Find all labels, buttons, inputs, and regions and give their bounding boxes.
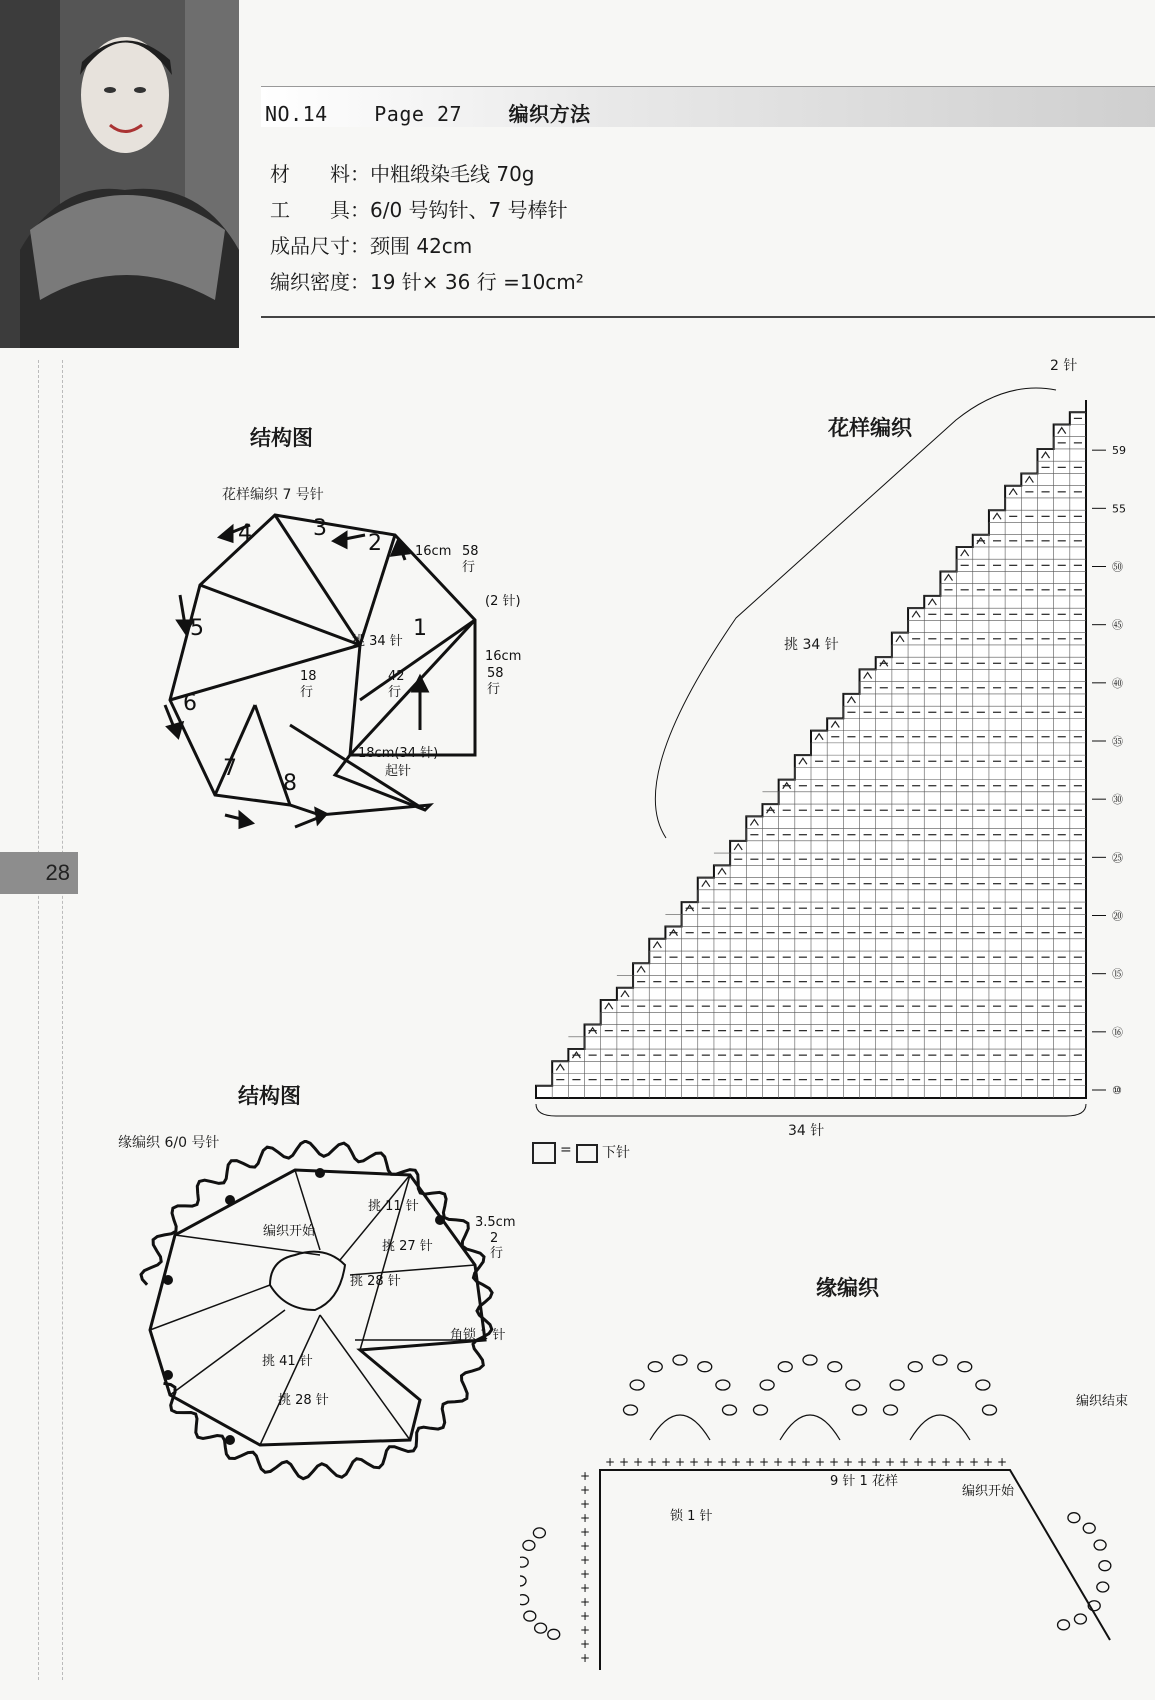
spec-gauge: 编织密度：19 针× 36 行 =10cm² <box>270 270 584 294</box>
single-crochet: + <box>580 1497 591 1511</box>
edge-chart <box>520 1330 1150 1670</box>
header-line <box>265 98 625 127</box>
edge-chain-label: 锁 1 针 <box>670 1509 713 1524</box>
dim-16cm-side: 16cm <box>485 649 522 664</box>
pick-28a-label: 挑 28 针 <box>350 1274 401 1289</box>
chain-loop <box>760 1380 774 1390</box>
single-crochet: + <box>787 1455 798 1469</box>
dim-start: 起针 <box>385 764 412 779</box>
chain-loop <box>698 1362 712 1372</box>
structure-subtitle-1: 花样编织 7 号针 <box>222 487 324 503</box>
chain-loop <box>976 1380 990 1390</box>
edge-start-label: 编织开始 <box>263 1224 316 1239</box>
margin-guide <box>62 360 64 1680</box>
row-label: ㉟ <box>1112 735 1123 748</box>
pick-28b-label: 挑 28 针 <box>278 1393 329 1408</box>
row-label: ㊵ <box>1112 676 1123 690</box>
single-crochet: + <box>580 1609 591 1623</box>
row-label: ⑯ <box>1112 1025 1123 1039</box>
chain-loop <box>1083 1523 1095 1533</box>
dim-3.5cm: 3.5cm <box>475 1215 516 1230</box>
chain-loop <box>723 1405 737 1415</box>
chain-loop <box>524 1611 536 1621</box>
dim-2-stitches: (2 针) <box>485 594 521 609</box>
chain-loop <box>908 1362 922 1372</box>
chain-loop <box>828 1362 842 1372</box>
single-crochet: + <box>580 1595 591 1609</box>
single-crochet: + <box>580 1539 591 1553</box>
chain-loop <box>523 1540 535 1550</box>
chain-loop <box>548 1629 560 1639</box>
row-label: ⑳ <box>1112 909 1123 923</box>
chain-loop <box>890 1380 904 1390</box>
single-crochet: + <box>633 1455 644 1469</box>
row-label: ⑮ <box>1112 967 1123 981</box>
spec-size: 成品尺寸：颈围 42cm <box>270 234 473 258</box>
chain-loop <box>1074 1614 1086 1624</box>
single-crochet: + <box>843 1455 854 1469</box>
single-crochet: + <box>580 1469 591 1483</box>
page-reference: Page 27 <box>374 102 463 126</box>
chain-loop <box>803 1355 817 1365</box>
dim-row-top: 行 <box>462 560 476 575</box>
single-crochet: + <box>580 1483 591 1497</box>
single-crochet: + <box>913 1455 924 1469</box>
spec-material: 材 料：中粗缎染毛线 70g <box>270 162 535 186</box>
structure-subtitle-2: 缘编织 6/0 号针 <box>118 1135 220 1151</box>
single-crochet: + <box>619 1455 630 1469</box>
dim-42: 42 <box>388 669 405 684</box>
chain-loop <box>648 1362 662 1372</box>
single-crochet: + <box>899 1455 910 1469</box>
chart-bottom-label: 34 针 <box>788 1123 825 1139</box>
single-crochet: + <box>941 1455 952 1469</box>
pattern-number: NO.14 <box>265 102 328 126</box>
chain-loop <box>520 1595 529 1605</box>
edge-end-label: 编织结束 <box>1076 1394 1129 1409</box>
structure-title-1: 结构图 <box>250 426 313 450</box>
dim-bottom: 18cm(34 针) <box>358 746 439 761</box>
chain-loop <box>983 1405 997 1415</box>
single-crochet: + <box>857 1455 868 1469</box>
single-crochet: + <box>773 1455 784 1469</box>
row-label: ㉕ <box>1112 851 1123 865</box>
header-title: 编织方法 <box>508 102 591 126</box>
page-number-tab <box>0 852 78 894</box>
chain-loop <box>535 1623 547 1633</box>
chain-loop <box>1099 1561 1111 1571</box>
dim-row-42: 行 <box>388 685 402 700</box>
chain-loop <box>1068 1513 1080 1523</box>
row-label: ㉚ <box>1112 793 1123 807</box>
single-crochet: + <box>580 1581 591 1595</box>
pick-27-label: 挑 27 针 <box>382 1239 433 1254</box>
legend-equals: = <box>560 1142 572 1158</box>
edge-title: 缘编织 <box>816 1276 879 1300</box>
single-crochet: + <box>983 1455 994 1469</box>
model-photo <box>0 0 239 348</box>
chain-loop <box>533 1528 545 1538</box>
structure-diagram-2 <box>120 1140 580 1530</box>
dim-2-row: 2 <box>490 1231 499 1246</box>
fan-arc <box>780 1415 840 1440</box>
single-crochet: + <box>703 1455 714 1469</box>
single-crochet: + <box>955 1455 966 1469</box>
single-crochet: + <box>731 1455 742 1469</box>
single-crochet: + <box>745 1455 756 1469</box>
segment-7: 7 <box>223 756 237 781</box>
chain-loop <box>853 1405 867 1415</box>
chain-loop <box>1094 1540 1106 1550</box>
single-crochet: + <box>605 1455 616 1469</box>
single-crochet: + <box>969 1455 980 1469</box>
edge-repeat-label: 9 针 1 花样 <box>830 1474 898 1489</box>
margin-guide <box>38 360 40 1680</box>
chain-loop <box>846 1380 860 1390</box>
chain-loop <box>778 1362 792 1372</box>
single-crochet: + <box>927 1455 938 1469</box>
single-crochet: + <box>997 1455 1008 1469</box>
row-label: 55 <box>1112 502 1126 516</box>
chain-loop <box>520 1557 528 1567</box>
single-crochet: + <box>801 1455 812 1469</box>
segment-1: 1 <box>413 616 427 641</box>
dim-row-18: 行 <box>300 685 314 700</box>
single-crochet: + <box>871 1455 882 1469</box>
spec-tools: 工 具：6/0 号钩针、7 号棒针 <box>270 198 568 222</box>
chart-top-label: 2 针 <box>1050 358 1078 374</box>
single-crochet: + <box>675 1455 686 1469</box>
segment-2: 2 <box>368 531 382 556</box>
chain-loop <box>933 1355 947 1365</box>
single-crochet: + <box>580 1651 591 1665</box>
structure-diagram-1 <box>130 505 530 835</box>
single-crochet: + <box>689 1455 700 1469</box>
chain-loop <box>958 1362 972 1372</box>
dim-row-side: 行 <box>487 682 501 697</box>
segment-5: 5 <box>190 616 204 641</box>
dim-row-2: 行 <box>490 1246 504 1261</box>
row-label: ㊿ <box>1112 560 1123 574</box>
single-crochet: + <box>661 1455 672 1469</box>
pattern-chart-title: 花样编织 <box>828 416 912 440</box>
dim-16cm-top: 16cm <box>415 544 452 559</box>
chain-loop <box>630 1380 644 1390</box>
single-crochet: + <box>580 1623 591 1637</box>
single-crochet: + <box>647 1455 658 1469</box>
chain-loop <box>673 1355 687 1365</box>
chain-loop <box>754 1405 768 1415</box>
dim-58-side: 58 <box>487 666 504 681</box>
single-crochet: + <box>580 1567 591 1581</box>
segment-4: 4 <box>238 521 252 546</box>
edge-base <box>600 1470 1110 1670</box>
chain-loop <box>716 1380 730 1390</box>
bottom-bracket <box>536 1104 1086 1116</box>
dim-18: 18 <box>300 669 317 684</box>
chain-loop <box>1058 1620 1070 1630</box>
header-rule <box>261 316 1155 318</box>
chain-loop <box>520 1576 526 1586</box>
chain-loop <box>624 1405 638 1415</box>
chain-loop <box>1097 1582 1109 1592</box>
pick-41-label: 挑 41 针 <box>262 1354 313 1369</box>
segment-8: 8 <box>283 771 297 796</box>
single-crochet: + <box>717 1455 728 1469</box>
page-number: 28 <box>45 860 70 885</box>
single-crochet: + <box>580 1553 591 1567</box>
row-label: ⑩ <box>1112 1084 1122 1097</box>
legend-knit-text: 下针 <box>602 1145 630 1161</box>
segment-3: 3 <box>313 516 327 541</box>
pick-34-label: 挑 34 针 <box>352 634 403 649</box>
single-crochet: + <box>580 1525 591 1539</box>
structure-title-2: 结构图 <box>238 1084 301 1108</box>
dim-58-top: 58 <box>462 544 479 559</box>
row-label: 59 <box>1112 444 1126 458</box>
segment-6: 6 <box>183 691 197 716</box>
single-crochet: + <box>885 1455 896 1469</box>
single-crochet: + <box>759 1455 770 1469</box>
single-crochet: + <box>815 1455 826 1469</box>
chart-pick-label: 挑 34 针 <box>784 637 839 653</box>
edge-start-label-2: 编织开始 <box>962 1484 1015 1499</box>
pick-11-label: 挑 11 针 <box>368 1199 419 1214</box>
corner-chain-label: 角锁 1 针 <box>450 1328 506 1343</box>
single-crochet: + <box>829 1455 840 1469</box>
pattern-chart-grid <box>530 370 1130 1130</box>
chain-loop <box>884 1405 898 1415</box>
row-label: ㊺ <box>1112 618 1123 632</box>
single-crochet: + <box>580 1637 591 1651</box>
single-crochet: + <box>580 1511 591 1525</box>
fan-arc <box>650 1415 710 1440</box>
fan-arc <box>910 1415 970 1440</box>
